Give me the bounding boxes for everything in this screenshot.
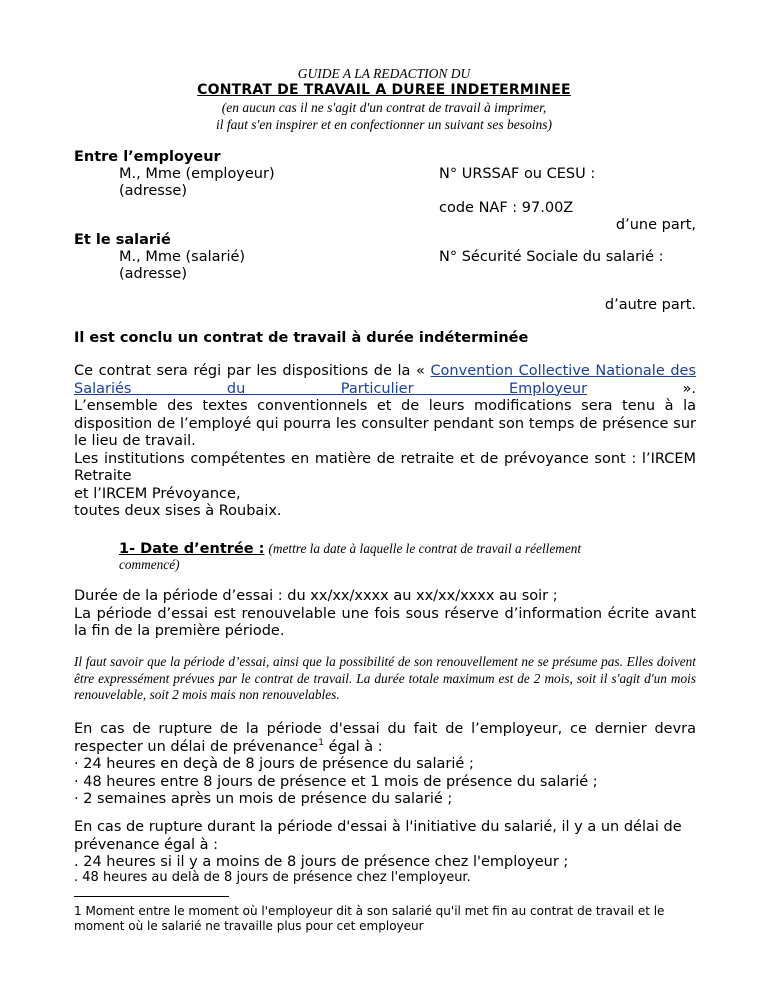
header-note-line1: (en aucun cas il ne s'agit d'un contrat de travail à imprimer, xyxy=(221,100,547,115)
employer-address: (adresse) xyxy=(119,183,187,199)
section1-note-line1: (mettre la date à laquelle le contrat de travail a réellement xyxy=(268,541,582,556)
convention-paragraph xyxy=(74,363,696,521)
section1-heading-line xyxy=(119,540,581,558)
employer-heading: Entre l’employeur xyxy=(74,149,221,165)
contract-heading: Il est conclu un contrat de travail à durée indéterminée xyxy=(74,330,529,346)
employer-break-text xyxy=(74,721,696,756)
footnote-text: 1 Moment entre le moment où l'employeur dit à son salarié qu'il met fin au contrat de travail et le moment où le salarié ne travaille plus pour cet employeur xyxy=(74,904,665,933)
employer-break-text-before: En cas de rupture de la période d'essai du fait de l’employeur, ce dernier devra respecter un délai de prévenance xyxy=(74,721,696,755)
convention-link[interactable]: Convention Collective Nationale des Salariés du Particulier Employeur xyxy=(74,363,697,397)
institutions-text: Les institutions compétentes en matière de retraite et de prévoyance sont : l’IRCEM Retraite xyxy=(74,450,696,484)
section1-note-line2: commencé) xyxy=(119,557,180,572)
employer-break-paragraph xyxy=(74,721,696,809)
other-part-label: d’autre part. xyxy=(604,297,696,313)
trial-renewal: La période d’essai est renouvelable une fois sous réserve d’information écrite avant la fin de la première période. xyxy=(74,605,696,639)
trial-paragraph xyxy=(74,588,696,641)
convention-line xyxy=(74,363,696,398)
header-note-line2: il faut s'en inspirer et en confectionner un suivant ses besoins) xyxy=(215,117,553,132)
convention-outro: ». xyxy=(587,380,696,397)
convention-texts: L’ensemble des textes conventionnels et de leurs modifications sera tenu à la disposition de l’employé qui pourra les consulter pendant son temps de présence sur le lieu de travail. xyxy=(74,398,696,449)
guide-heading: GUIDE A LA REDACTION DU xyxy=(297,66,471,81)
employee-break-text: En cas de rupture durant la période d'essai à l'initiative du salarié, il y a un délai de prévenance égal à : xyxy=(74,819,682,853)
urssaf-label: N° URSSAF ou CESU : xyxy=(439,166,596,182)
social-security-label: N° Sécurité Sociale du salarié : xyxy=(439,249,664,265)
employer-break-item-3: · 2 semaines après un mois de présence du salarié ; xyxy=(74,791,453,807)
employee-break-item-2: . 48 heures au delà de 8 jours de présence chez l'employeur. xyxy=(74,870,471,885)
prevoyance-text: et l’IRCEM Prévoyance, xyxy=(74,485,241,502)
employee-break-item-1: . 24 heures si il y a moins de 8 jours de présence chez l'employeur ; xyxy=(74,854,569,870)
trial-duration: Durée de la période d’essai : du xx/xx/xxxx au xx/xx/xxxx au soir ; xyxy=(74,588,558,604)
footnote-ref[interactable]: 1 xyxy=(318,737,324,748)
employer-break-text-after: égal à : xyxy=(323,738,383,755)
employee-heading: Et le salarié xyxy=(74,232,171,248)
employer-break-item-1: · 24 heures en deçà de 8 jours de présence du salarié ; xyxy=(74,756,474,772)
employee-name: M., Mme (salarié) xyxy=(119,249,246,265)
trial-italic-note: Il faut savoir que la période d’essai, ainsi que la possibilité de son renouvellement ne se présume pas. Elles doivent être expressément prévues par le contrat de travail. La durée totale maximum est de 2 mois, soit il s'agit d'un mois renouvelable, soit 2 mois mais non renouvelables. xyxy=(74,654,696,702)
document-title: CONTRAT DE TRAVAIL A DUREE INDETERMINEE xyxy=(197,82,571,98)
employer-name: M., Mme (employeur) xyxy=(119,166,275,182)
section1-heading: 1- Date d’entrée : xyxy=(119,541,265,557)
employer-break-item-2: · 48 heures entre 8 jours de présence et 1 mois de présence du salarié ; xyxy=(74,773,598,790)
convention-intro: Ce contrat sera régi par les dispositions de la « xyxy=(74,363,431,379)
employee-address: (adresse) xyxy=(119,266,187,282)
one-part-label: d’une part, xyxy=(615,217,696,233)
employee-break-paragraph xyxy=(74,819,684,872)
location-text: toutes deux sises à Roubaix. xyxy=(74,503,282,519)
footnote-divider xyxy=(74,896,229,897)
naf-code: code NAF : 97.00Z xyxy=(439,200,574,216)
